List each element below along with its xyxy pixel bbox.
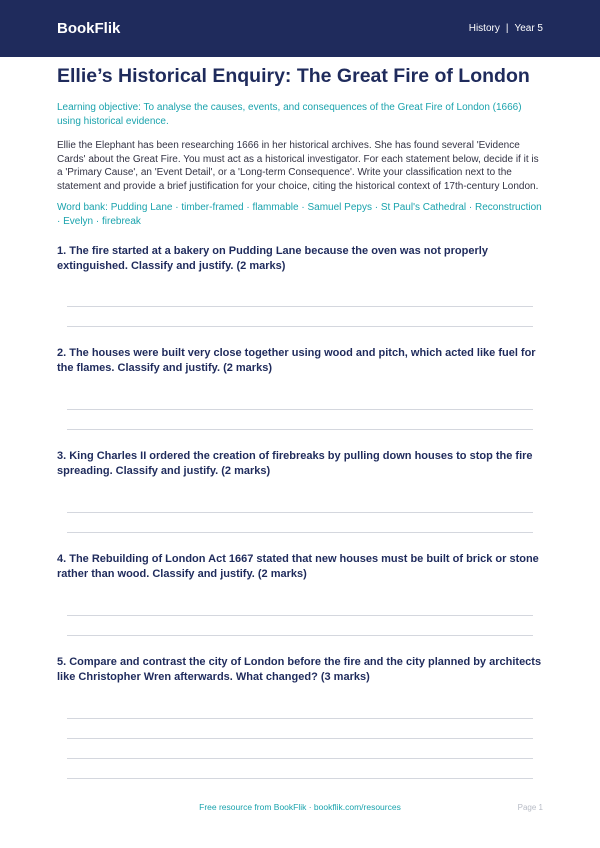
worksheet-intro — [57, 64, 543, 228]
question-text: 5. Compare and contrast the city of London before the fire and the city planned by architects like Christopher Wren afterwards. What changed? (3 marks) — [57, 656, 542, 683]
page-title: Ellie’s Historical Enquiry: The Great Fire of London — [57, 65, 530, 87]
subject-year-label — [469, 23, 543, 34]
question-5 — [57, 655, 543, 779]
question-text: 3. King Charles II ordered the creation of firebreaks by pulling down houses to stop the fire spreading. Classify and justify. (2 marks) — [57, 450, 533, 477]
question-1 — [57, 244, 543, 327]
question-text: 1. The fire started at a bakery on Pudding Lane because the oven was not properly extinguished. Classify and justify. (2 marks) — [57, 245, 488, 272]
subject-label: History — [468, 23, 500, 34]
word-bank: Word bank: Pudding Lane · timber-framed · flammable · Samuel Pepys · St Paul's Cathedral · Reconstruction · Evelyn · firebreak — [57, 202, 542, 227]
question-4 — [57, 552, 543, 636]
footer-credit[interactable] — [0, 802, 600, 812]
question-text: 2. The houses were built very close together using wood and pitch, which acted like fuel for the flames. Classify and justify. (2 marks) — [57, 347, 536, 374]
meta-separator: | — [505, 23, 509, 34]
learning-objective: Learning objective: To analyse the causes, events, and consequences of the Great Fire of London (1666) using historical evidence. — [57, 102, 522, 127]
footer-text[interactable]: Free resource from BookFlik · bookflik.com/resources — [199, 802, 401, 812]
question-list — [57, 244, 543, 779]
answer-line[interactable] — [67, 778, 533, 779]
question-3 — [57, 449, 543, 533]
question-text: 4. The Rebuilding of London Act 1667 stated that new houses must be built of brick or stone rather than wood. Classify and justify. (2 marks) — [57, 553, 539, 580]
brand-logo[interactable]: BookFlik — [57, 20, 121, 37]
year-label: Year 5 — [514, 23, 543, 34]
question-2 — [57, 346, 543, 430]
page-number: Page 1 — [517, 803, 543, 812]
header-bar — [0, 0, 600, 57]
instructions: Ellie the Elephant has been researching 1666 in her historical archives. She has found several 'Evidence Cards' about the Great Fire. You must act as a historical investigator. For each statement below, decide if it is a 'Primary Cause', an 'Event Detail', or a 'Long-term Consequence'. Write your classification next to the statement and provide a brief justification for your choice, citing the historical context of 17th-century London. — [57, 140, 539, 192]
